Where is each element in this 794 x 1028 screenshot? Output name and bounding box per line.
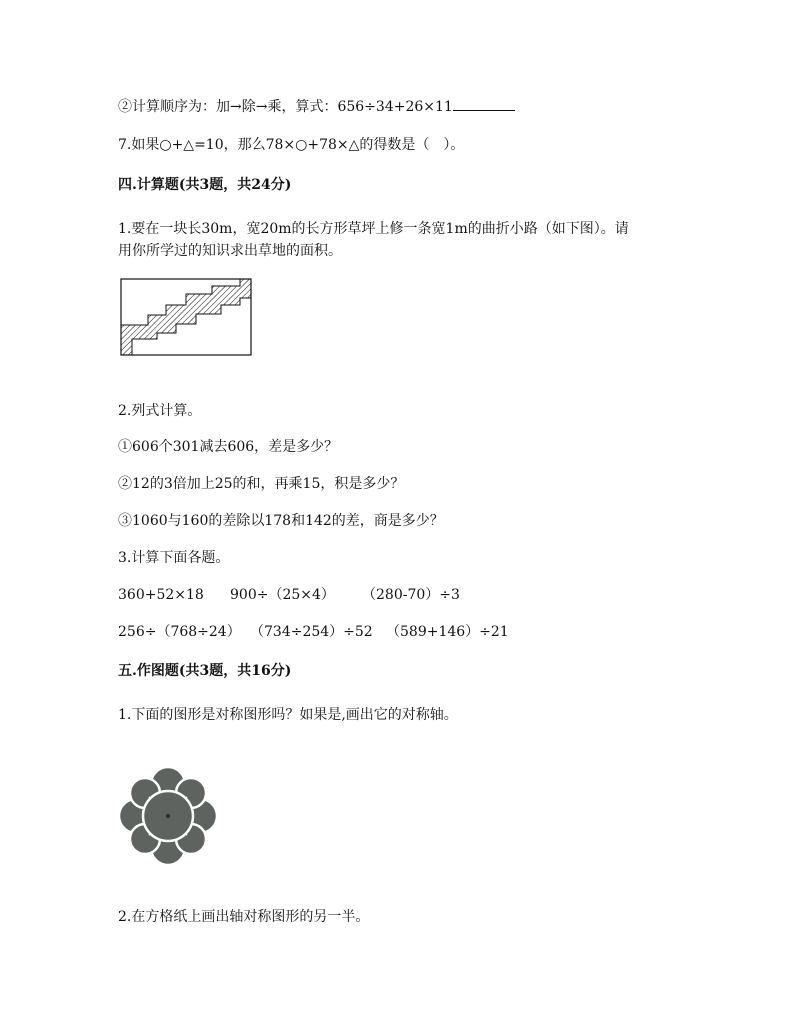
q5-1: 1.下面的图形是对称图形吗？如果是,画出它的对称轴。 — [118, 707, 458, 723]
calc-expr: 360+52×18 — [118, 587, 204, 603]
calc-expr: （589+146）÷21 — [386, 624, 509, 640]
answer-blank[interactable] — [453, 98, 515, 111]
q4-1-line2: 用你所学过的知识求出草地的面积。 — [118, 243, 342, 259]
q4-1-line1: 1.要在一块长30m，宽20m的长方形草坪上修一条宽1m的曲折小路（如下图）。请 — [118, 221, 629, 237]
staircase-path-figure — [120, 278, 254, 358]
calc-expr: 256÷（768÷24） — [118, 624, 241, 640]
section-5-heading: 五.作图题(共3题，共16分) — [118, 663, 292, 679]
q5-2: 2.在方格纸上画出轴对称图形的另一半。 — [118, 909, 370, 925]
section-4-heading: 四.计算题(共3题，共24分) — [118, 177, 292, 193]
symmetric-flower-figure — [116, 764, 220, 868]
calc-expr: （280-70）÷3 — [362, 587, 460, 603]
calc-expr: （734÷254）÷52 — [250, 624, 373, 640]
calc-expr: 900÷（25×4） — [230, 587, 335, 603]
calc-row-2 — [118, 621, 509, 641]
q6-part2 — [118, 96, 515, 116]
q4-2-part3: ③1060与160的差除以178和142的差，商是多少？ — [118, 513, 444, 529]
q4-2-part2: ②12的3倍加上25的和，再乘15，积是多少？ — [118, 476, 405, 492]
q4-2: 2.列式计算。 — [118, 403, 202, 419]
q6-part2-text: ②计算顺序为：加→除→乘，算式：656÷34+26×11 — [118, 99, 453, 115]
calc-row-1 — [118, 584, 460, 604]
question-7: 7.如果○+△=10，那么78×○+78×△的得数是（ ）。 — [118, 137, 465, 153]
q4-2-part1: ①606个301减去606，差是多少？ — [118, 439, 339, 455]
q4-3: 3.计算下面各题。 — [118, 550, 230, 566]
